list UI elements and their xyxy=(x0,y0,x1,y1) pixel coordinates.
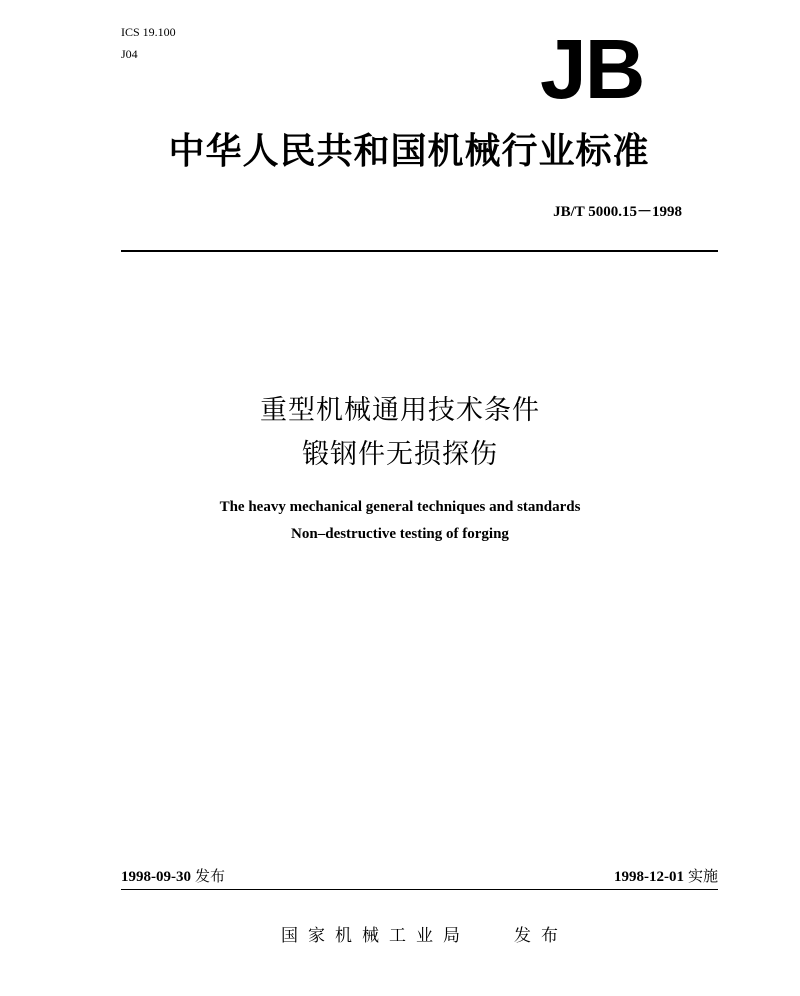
issue-date-block xyxy=(121,866,225,887)
en-title-line2: Non–destructive testing of forging xyxy=(291,526,509,542)
issuing-authority: 国家机械工业局 xyxy=(281,926,470,946)
cn-title-line2: 锻钢件无损探伤 xyxy=(302,439,498,470)
implement-label: 实施 xyxy=(687,867,718,885)
classification-code: J04 xyxy=(121,47,138,61)
cn-title-line1: 重型机械通用技术条件 xyxy=(260,395,540,426)
standard-title: 中华人民共和国机械行业标准 xyxy=(168,131,650,172)
issue-date: 1998-09-30 xyxy=(121,869,191,885)
issuer-action: 发布 xyxy=(514,926,568,946)
issue-label: 发布 xyxy=(195,867,226,885)
ics-code: ICS 19.100 xyxy=(121,25,176,39)
jb-logo: JB xyxy=(540,22,644,116)
implement-date-block xyxy=(614,866,718,887)
implement-date: 1998-12-01 xyxy=(613,869,684,885)
en-title-line1: The heavy mechanical general techniques and standards xyxy=(219,499,581,515)
top-divider xyxy=(121,250,718,252)
standard-number: JB/T 5000.15－1998 xyxy=(553,204,682,220)
bottom-divider xyxy=(121,889,718,890)
